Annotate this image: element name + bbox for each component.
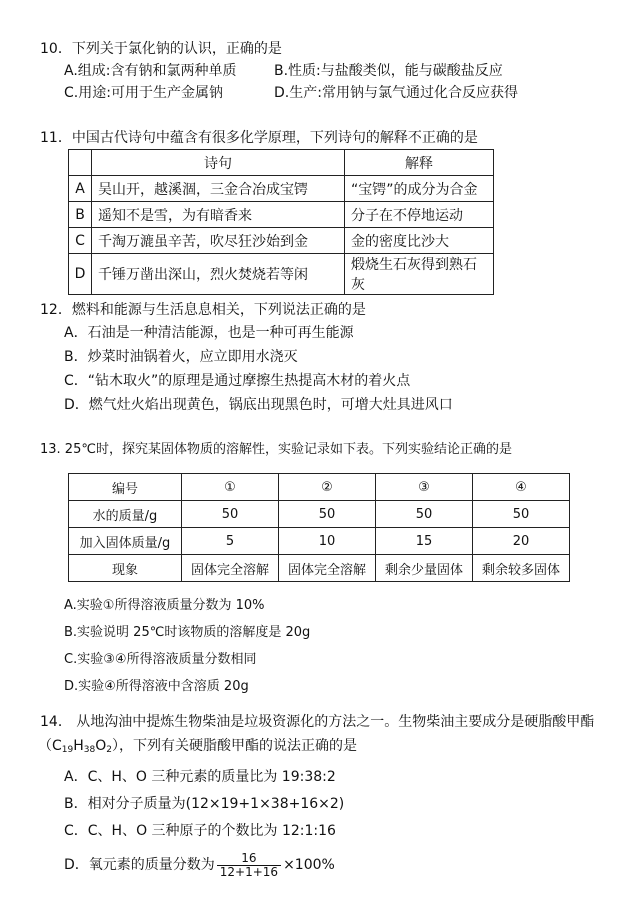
table-cell: 20	[473, 528, 570, 555]
question-14-option-a[interactable]: A．C、H、O 三种元素的质量比为 19:38:2	[64, 769, 336, 785]
table-cell: 千淘万漉虽辛苦，吹尽狂沙始到金	[92, 228, 345, 254]
question-13-option-b[interactable]: B.实验说明 25℃时该物质的溶解度是 20g	[64, 625, 311, 640]
table-cell: 分子在不停地运动	[345, 202, 494, 228]
question-14-option-c[interactable]: C．C、H、O 三种原子的个数比为 12:1:16	[64, 823, 336, 839]
formula-sub-h: 38	[83, 745, 96, 755]
option-d-prefix: D．氧元素的质量分数为	[64, 857, 215, 873]
table-cell: 加入固体质量/g	[69, 528, 182, 555]
table-cell: 吴山开，越溪涸，三金合冶成宝锷	[92, 176, 345, 202]
question-12-option-a[interactable]: A．石油是一种清洁能源，也是一种可再生能源	[64, 325, 354, 341]
table-cell: 50	[473, 501, 570, 528]
table-row[interactable]	[69, 228, 494, 254]
question-11-stem: 11．中国古代诗句中蕴含有很多化学原理，下列诗句的解释不正确的是	[40, 130, 478, 146]
table-cell: 编号	[69, 474, 182, 501]
table-header-row	[69, 150, 494, 176]
table-cell: 金的密度比沙大	[345, 228, 494, 254]
table-row	[69, 555, 570, 582]
question-14-options	[64, 764, 600, 885]
table-header-cell: 解释	[345, 150, 494, 176]
table-cell: “宝锷”的成分为合金	[345, 176, 494, 202]
table-cell: 现象	[69, 555, 182, 582]
table-cell: A	[69, 176, 92, 202]
table-row	[69, 501, 570, 528]
table-cell: 遥知不是雪，为有暗香来	[92, 202, 345, 228]
table-cell: 5	[182, 528, 279, 555]
table-cell: B	[69, 202, 92, 228]
formula-sub-o: 2	[106, 745, 112, 755]
question-13-option-a[interactable]: A.实验①所得溶液质量分数为 10%	[64, 598, 265, 613]
mass-fraction	[217, 852, 281, 879]
table-cell: 固体完全溶解	[279, 555, 376, 582]
question-13-option-c[interactable]: C.实验③④所得溶液质量分数相同	[64, 652, 257, 667]
question-12-stem: 12．燃料和能源与生活息息相关，下列说法正确的是	[40, 302, 366, 318]
table-cell: ①	[182, 474, 279, 501]
question-10-options	[64, 60, 600, 104]
table-row	[69, 528, 570, 555]
question-12-options	[64, 321, 600, 417]
table-header-cell	[69, 150, 92, 176]
table-cell: 水的质量/g	[69, 501, 182, 528]
question-10-option-b[interactable]: B.性质:与盐酸类似，能与碳酸盐反应	[274, 63, 503, 79]
table-cell: 煅烧生石灰得到熟石灰	[345, 254, 494, 295]
question-10-option-c[interactable]: C.用途:可用于生产金属钠	[64, 85, 223, 101]
question-14-stem-line1: 14． 从地沟油中提炼生物柴油是垃圾资源化的方法之一。生物柴油主要成分是硬脂酸甲酯	[40, 714, 595, 730]
table-row[interactable]	[69, 202, 494, 228]
question-13	[40, 439, 600, 700]
formula-open: （C	[38, 738, 62, 754]
option-d-suffix: ×100%	[283, 857, 335, 873]
question-13-option-d[interactable]: D.实验④所得溶液中含溶质 20g	[64, 679, 249, 694]
table-cell: 50	[182, 501, 279, 528]
table-row[interactable]	[69, 254, 494, 295]
question-14-option-b[interactable]: B．相对分子质量为(12×19+1×38+16×2)	[64, 796, 345, 812]
table-cell: ③	[376, 474, 473, 501]
table-cell: 固体完全溶解	[182, 555, 279, 582]
table-row	[69, 474, 570, 501]
formula-h: H	[73, 738, 84, 754]
question-12	[40, 299, 600, 417]
table-cell: ②	[279, 474, 376, 501]
table-cell: D	[69, 254, 92, 295]
question-12-option-c[interactable]: C．“钻木取火”的原理是通过摩擦生热提高木材的着火点	[64, 373, 411, 389]
question-11	[40, 127, 600, 295]
question-11-table	[68, 149, 494, 295]
fraction-denominator: 12+1+16	[219, 864, 279, 879]
question-14-option-d[interactable]	[64, 845, 600, 885]
table-cell: 50	[279, 501, 376, 528]
question-12-option-b[interactable]: B．炒菜时油锅着火，应立即用水浇灭	[64, 349, 298, 365]
question-10	[40, 38, 600, 104]
formula-close: ），下列有关硬脂酸甲酯的说法正确的是	[111, 738, 357, 754]
question-10-option-a[interactable]: A.组成:含有钠和氯两种单质	[64, 63, 237, 79]
table-cell: C	[69, 228, 92, 254]
fraction-numerator: 16	[217, 852, 281, 866]
question-12-option-d[interactable]: D．燃气灶火焰出现黄色，锅底出现黑色时，可增大灶具进风口	[64, 397, 453, 413]
table-cell: 15	[376, 528, 473, 555]
question-10-stem: 10．下列关于氯化钠的认识，正确的是	[40, 41, 282, 57]
question-14-stem-line2	[38, 734, 600, 762]
table-cell: 10	[279, 528, 376, 555]
question-13-stem: 13. 25℃时，探究某固体物质的溶解性，实验记录如下表。下列实验结论正确的是	[40, 442, 512, 457]
table-cell: 50	[376, 501, 473, 528]
question-13-table	[68, 473, 570, 582]
table-cell: 千锤万凿出深山，烈火焚烧若等闲	[92, 254, 345, 295]
table-cell: 剩余较多固体	[473, 555, 570, 582]
question-10-option-d[interactable]: D.生产:常用钠与氯气通过化合反应获得	[274, 85, 518, 101]
table-cell: 剩余少量固体	[376, 555, 473, 582]
formula-sub-c: 19	[61, 745, 74, 755]
question-13-options	[64, 592, 600, 700]
formula-o: O	[95, 738, 107, 754]
question-14	[40, 710, 600, 885]
table-header-cell: 诗句	[92, 150, 345, 176]
table-cell: ④	[473, 474, 570, 501]
table-row[interactable]	[69, 176, 494, 202]
